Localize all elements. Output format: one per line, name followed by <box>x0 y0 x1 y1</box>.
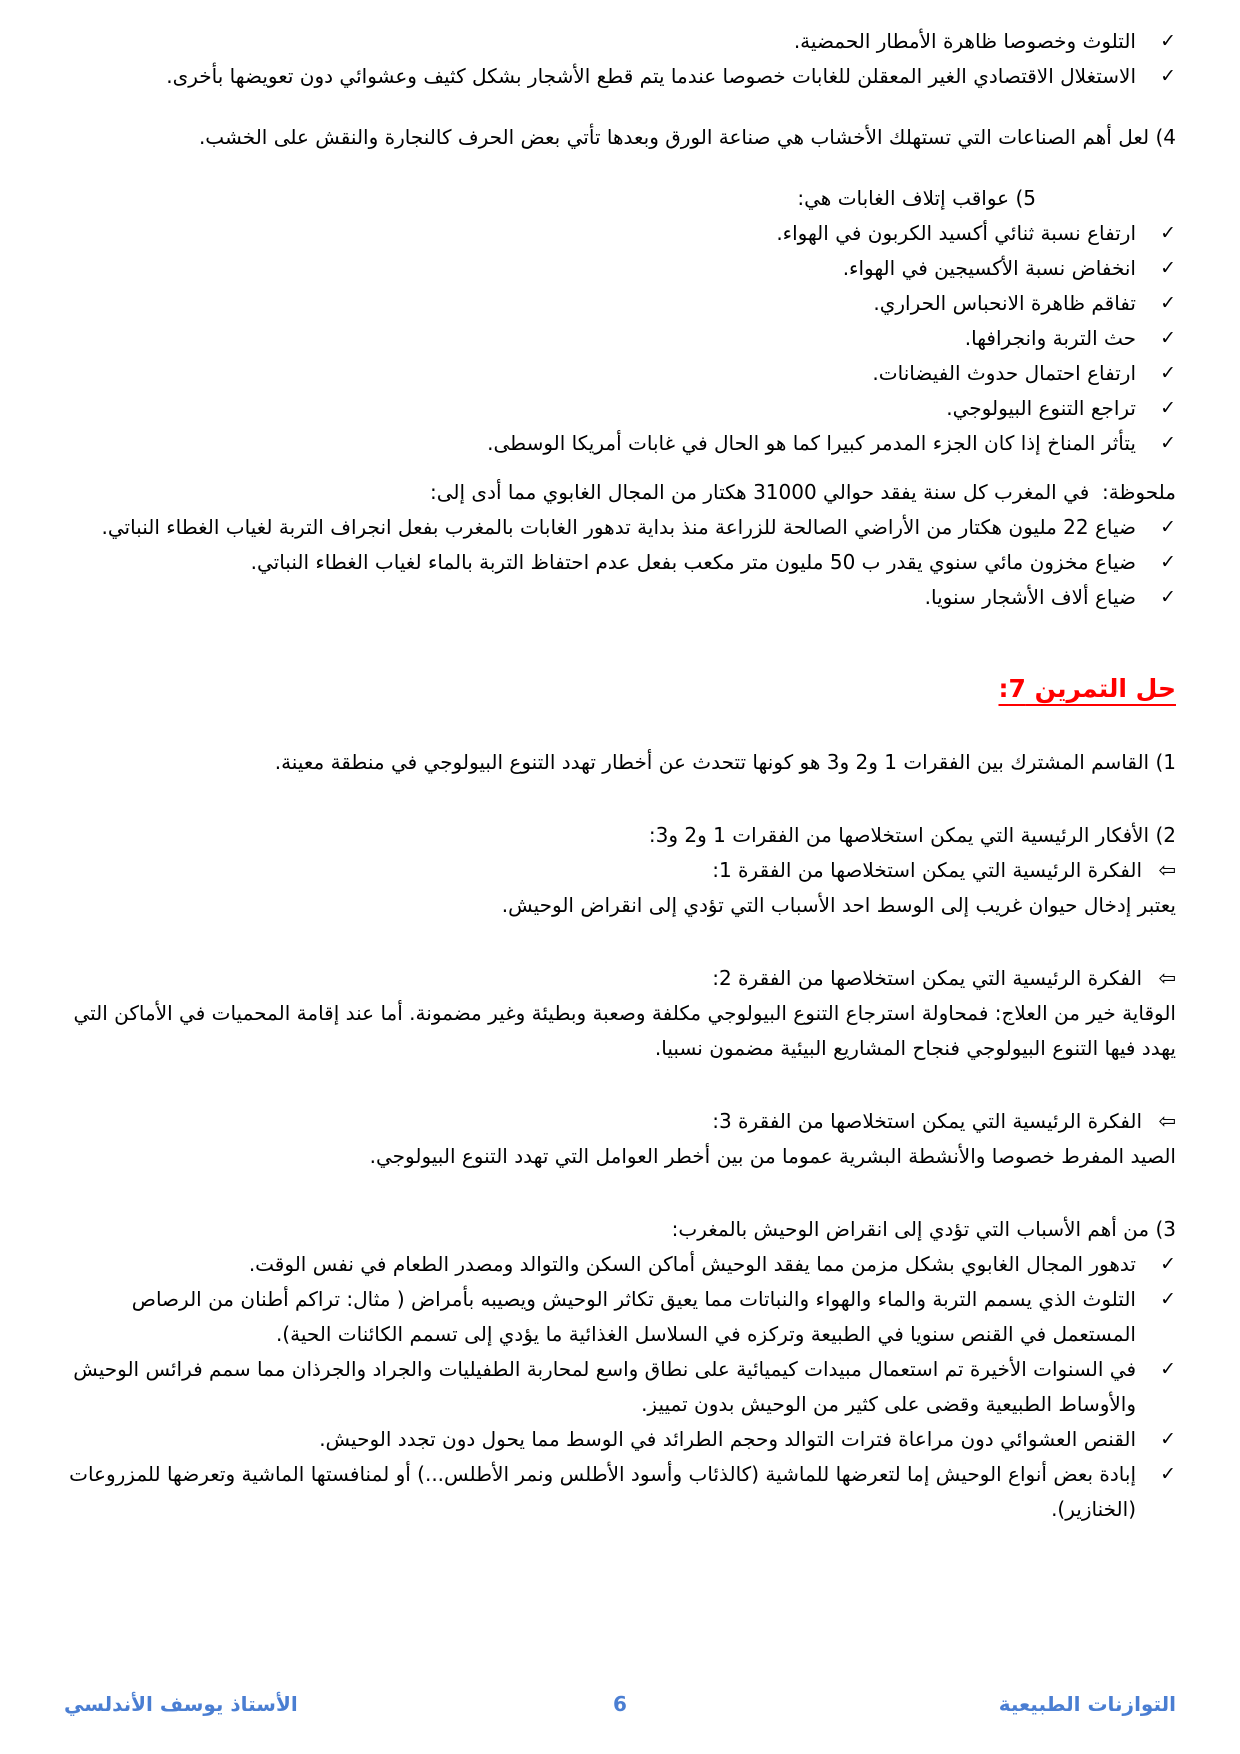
list-item-text: تفاقم ظاهرة الانحباس الحراري. <box>873 291 1136 315</box>
checkmark-icon: ✓ <box>1160 1253 1176 1275</box>
idea-2-label-row <box>64 961 1176 996</box>
list-item-text: ضياع ألاف الأشجار سنويا. <box>924 585 1136 609</box>
answer-5-heading: 5) عواقب إتلاف الغابات هي: <box>797 186 1036 210</box>
list-item <box>64 251 1176 286</box>
checkmark-icon: ✓ <box>1160 362 1176 384</box>
checkmark-icon: ✓ <box>1160 257 1176 279</box>
list-item <box>64 356 1176 391</box>
list-item <box>64 1457 1176 1527</box>
exercise-7-heading-text: حل التمرين 7: <box>998 674 1176 703</box>
exercise-7-heading <box>64 669 1176 709</box>
list-item-text: الاستغلال الاقتصادي الغير المعقلن للغابات خصوصا عندما يتم قطع الأشجار بشكل كثيف وعشوائي دون تعويضها بأخرى. <box>166 64 1136 88</box>
checkmark-icon: ✓ <box>1160 1358 1176 1380</box>
footer-document-title: التوازنات الطبيعية <box>998 1692 1176 1716</box>
left-arrow-icon: ⇦ <box>1158 1109 1176 1133</box>
idea-1-text: يعتبر إدخال حيوان غريب إلى الوسط احد الأسباب التي تؤدي إلى انقراض الوحيش. <box>501 893 1176 917</box>
checkmark-icon: ✓ <box>1160 397 1176 419</box>
idea-1-label: الفكرة الرئيسية التي يمكن استخلاصها من الفقرة 1: <box>712 858 1142 882</box>
checkmark-icon: ✓ <box>1160 1463 1176 1485</box>
list-item <box>64 426 1176 461</box>
note-paragraph <box>64 475 1176 510</box>
list-item-text: في السنوات الأخيرة تم استعمال مبيدات كيميائية على نطاق واسع لمحاربة الطفيليات والجراد والجرذان مما سمم فرائس الوحيش والأوساط الطبيعية وقضى على كثير من الوحيش بدون تمييز. <box>73 1357 1136 1416</box>
answer-4-paragraph: 4) لعل أهم الصناعات التي تستهلك الأخشاب هي صناعة الورق وبعدها تأتي بعض الحرف كالنجارة والنقش على الخشب. <box>198 125 1176 149</box>
idea-2-text: الوقاية خير من العلاج: فمحاولة استرجاع التنوع البيولوجي مكلفة وصعبة وبطيئة وغير مضمونة. أما عند إقامة المحميات في الأماكن التي يهدد فيها التنوع البيولوجي فنجاح المشاريع البيئية مضمون نسبيا. <box>73 1001 1176 1060</box>
list-item <box>64 24 1176 59</box>
list-item-text: التلوث وخصوصا ظاهرة الأمطار الحمضية. <box>793 29 1136 53</box>
left-arrow-icon: ⇦ <box>1158 966 1176 990</box>
checkmark-icon: ✓ <box>1160 516 1176 538</box>
checkmark-icon: ✓ <box>1160 432 1176 454</box>
checkmark-icon: ✓ <box>1160 292 1176 314</box>
list-item-text: تراجع التنوع البيولوجي. <box>946 396 1136 420</box>
list-item <box>64 1247 1176 1282</box>
checkmark-icon: ✓ <box>1160 1428 1176 1450</box>
page-footer <box>64 1684 1176 1724</box>
list-item <box>64 1282 1176 1352</box>
list-item-text: إبادة بعض أنواع الوحيش إما لتعرضها للماشية (كالذئاب وأسود الأطلس ونمر الأطلس...) أو لمنافستها الماشية وتعرضها للمزروعات (الخنازير). <box>69 1462 1136 1521</box>
checkmark-icon: ✓ <box>1160 551 1176 573</box>
idea-block-1 <box>64 853 1176 923</box>
list-item <box>64 580 1176 615</box>
checkmark-icon: ✓ <box>1160 327 1176 349</box>
idea-2-label: الفكرة الرئيسية التي يمكن استخلاصها من الفقرة 2: <box>712 966 1142 990</box>
checkmark-icon: ✓ <box>1160 222 1176 244</box>
list-item <box>64 1422 1176 1457</box>
list-item-text: القنص العشوائي دون مراعاة فترات التوالد وحجم الطرائد في الوسط مما يحول دون تجدد الوحيش. <box>319 1427 1136 1451</box>
carryover-bullet-list <box>64 24 1176 94</box>
list-item <box>64 510 1176 545</box>
list-item-text: انخفاض نسبة الأكسيجين في الهواء. <box>842 256 1136 280</box>
list-item-text: ارتفاع نسبة ثنائي أكسيد الكربون في الهواء. <box>776 221 1136 245</box>
answer-1-paragraph: 1) القاسم المشترك بين الفقرات 1 و2 و3 هو كونها تتحدث عن أخطار تهدد التنوع البيولوجي في منطقة معينة. <box>274 750 1176 774</box>
idea-block-2 <box>64 961 1176 1066</box>
list-item-text: تدهور المجال الغابوي بشكل مزمن مما يفقد الوحيش أماكن السكن والتوالد ومصدر الطعام في نفس الوقت. <box>248 1252 1136 1276</box>
answer-3-bullet-list <box>64 1247 1176 1527</box>
list-item <box>64 545 1176 580</box>
list-item-text: ارتفاع احتمال حدوث الفيضانات. <box>872 361 1136 385</box>
footer-author: الأستاذ يوسف الأندلسي <box>64 1692 298 1716</box>
idea-3-label-row <box>64 1104 1176 1139</box>
answer-3-heading: 3) من أهم الأسباب التي تؤدي إلى انقراض الوحيش بالمغرب: <box>671 1217 1176 1241</box>
list-item-text: يتأثر المناخ إذا كان الجزء المدمر كبيرا كما هو الحال في غابات أمريكا الوسطى. <box>487 431 1136 455</box>
left-arrow-icon: ⇦ <box>1158 858 1176 882</box>
list-item <box>64 1352 1176 1422</box>
idea-3-label: الفكرة الرئيسية التي يمكن استخلاصها من الفقرة 3: <box>712 1109 1142 1133</box>
list-item-text: ضياع مخزون مائي سنوي يقدر ب 50 مليون متر مكعب بفعل عدم احتفاظ التربة بالماء لغياب الغطاء النباتي. <box>250 550 1136 574</box>
note-text: في المغرب كل سنة يفقد حوالي 31000 هكتار من المجال الغابوي مما أدى إلى: <box>430 480 1090 504</box>
checkmark-icon: ✓ <box>1160 65 1176 87</box>
list-item <box>64 286 1176 321</box>
note-bullet-list <box>64 510 1176 615</box>
list-item-text: التلوث الذي يسمم التربة والماء والهواء والنباتات مما يعيق تكاثر الوحيش ويصيبه بأمراض ( مثال: تراكم أطنان من الرصاص المستعمل في القنص سنويا في الطبيعة وتركزه في السلاسل الغذائية ما يؤدي إلى تسمم الكائنات الحية). <box>131 1287 1136 1346</box>
list-item-text: حث التربة وانجرافها. <box>964 326 1136 350</box>
checkmark-icon: ✓ <box>1160 30 1176 52</box>
idea-block-3 <box>64 1104 1176 1174</box>
list-item <box>64 391 1176 426</box>
idea-3-text: الصيد المفرط خصوصا والأنشطة البشرية عموما من بين أخطر العوامل التي تهدد التنوع البيولوجي. <box>369 1144 1176 1168</box>
list-item-text: ضياع 22 مليون هكتار من الأراضي الصالحة للزراعة منذ بداية تدهور الغابات بالمغرب بفعل انجراف التربة لغياب الغطاء النباتي. <box>101 515 1136 539</box>
footer-page-number: 6 <box>613 1692 627 1716</box>
checkmark-icon: ✓ <box>1160 586 1176 608</box>
list-item <box>64 59 1176 94</box>
note-section <box>64 475 1176 615</box>
list-item <box>64 216 1176 251</box>
answer-2-heading: 2) الأفكار الرئيسية التي يمكن استخلاصها من الفقرات 1 و2 و3: <box>648 823 1176 847</box>
list-item <box>64 321 1176 356</box>
note-label: ملحوظة: <box>1102 480 1176 504</box>
answer-5-bullet-list <box>64 216 1176 461</box>
checkmark-icon: ✓ <box>1160 1288 1176 1310</box>
idea-1-label-row <box>64 853 1176 888</box>
answer-5-section <box>64 181 1176 461</box>
